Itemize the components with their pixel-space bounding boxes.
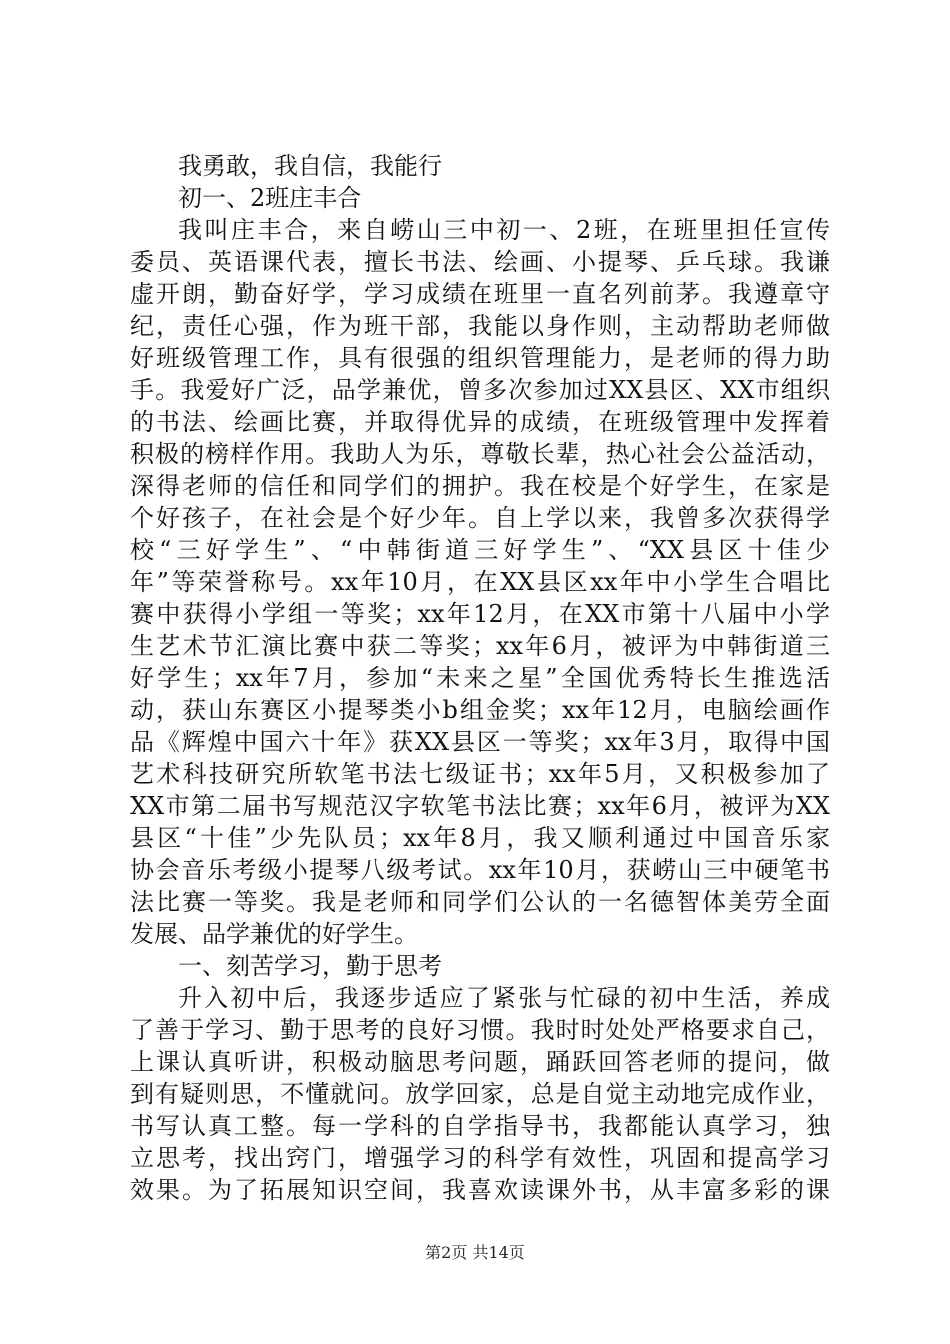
paragraph-2 (130, 982, 830, 1206)
paragraph-line: 纪，责任心强，作为班干部，我能以身作则，主动帮助老师做 (130, 312, 830, 340)
paragraph-line: 艺术科技研究所软笔书法七级证书；xx年5月，又积极参加了 (130, 760, 830, 788)
paragraph-line: 协会音乐考级小提琴八级考试。xx年10月，获崂山三中硬笔书 (130, 856, 830, 884)
section-heading: 一、刻苦学习，勤于思考 (178, 952, 442, 980)
paragraph-line: 到有疑则思，不懂就问。放学回家，总是自觉主动地完成作业， (130, 1080, 830, 1108)
paragraph-line: 发展、品学兼优的好学生。 (130, 920, 418, 948)
document-body (130, 150, 830, 1206)
paragraph-line: 的书法、绘画比赛，并取得优异的成绩，在班级管理中发挥着 (130, 408, 830, 436)
paragraph-line: 年”等荣誉称号。xx年10月，在XX县区xx年中小学生合唱比 (130, 568, 830, 596)
paragraph-line: 好学生；xx年7月，参加“未来之星”全国优秀特长生推选活 (130, 664, 830, 692)
paragraph-line: 立思考，找出窍门，增强学习的科学有效性，巩固和提高学习 (130, 1144, 830, 1172)
paragraph-line: 品《辉煌中国六十年》获XX县区一等奖；xx年3月，取得中国 (130, 728, 830, 756)
paragraph-line: 好班级管理工作，具有很强的组织管理能力，是老师的得力助 (130, 344, 830, 372)
paragraph-line: 动，获山东赛区小提琴类小b组金奖；xx年12月，电脑绘画作 (130, 696, 830, 724)
paragraph-line: 生艺术节汇演比赛中获二等奖；xx年6月，被评为中韩街道三 (130, 632, 830, 660)
paragraph-line: 深得老师的信任和同学们的拥护。我在校是个好学生，在家是 (130, 472, 830, 500)
paragraph-line: 赛中获得小学组一等奖；xx年12月，在XX市第十八届中小学 (130, 600, 830, 628)
author-line: 初一、2班庄丰合 (178, 184, 362, 212)
paragraph-line: 手。我爱好广泛，品学兼优，曾多次参加过XX县区、XX市组织 (130, 376, 830, 404)
page-number-footer: 第2页 共14页 (425, 1243, 525, 1262)
paragraph-line: 校“三好学生”、“中韩街道三好学生”、“XX县区十佳少 (130, 536, 830, 564)
paragraph-line: 上课认真听讲，积极动脑思考问题，踊跃回答老师的提问，做 (130, 1048, 830, 1076)
paragraph-line: 县区“十佳”少先队员；xx年8月，我又顺利通过中国音乐家 (130, 824, 830, 852)
paragraph-line: 书写认真工整。每一学科的自学指导书，我都能认真学习，独 (130, 1112, 830, 1140)
paragraph-line: 法比赛一等奖。我是老师和同学们公认的一名德智体美劳全面 (130, 888, 830, 916)
document-title: 我勇敢，我自信，我能行 (178, 152, 442, 180)
paragraph-line: 升入初中后，我逐步适应了紧张与忙碌的初中生活，养成 (178, 984, 830, 1012)
paragraph-line: 我叫庄丰合，来自崂山三中初一、2班，在班里担任宣传 (178, 216, 830, 244)
paragraph-line: 委员、英语课代表，擅长书法、绘画、小提琴、乒乓球。我谦 (130, 248, 830, 276)
paragraph-line: 了善于学习、勤于思考的良好习惯。我时时处处严格要求自己， (130, 1016, 830, 1044)
paragraph-1 (130, 214, 830, 950)
paragraph-line: 积极的榜样作用。我助人为乐，尊敬长辈，热心社会公益活动， (130, 440, 830, 468)
paragraph-line: 虚开朗，勤奋好学，学习成绩在班里一直名列前茅。我遵章守 (130, 280, 830, 308)
paragraph-line: 个好孩子，在社会是个好少年。自上学以来，我曾多次获得学 (130, 504, 830, 532)
paragraph-line: 效果。为了拓展知识空间，我喜欢读课外书，从丰富多彩的课 (130, 1176, 830, 1204)
paragraph-line: XX市第二届书写规范汉字软笔书法比赛；xx年6月，被评为XX (130, 792, 830, 820)
